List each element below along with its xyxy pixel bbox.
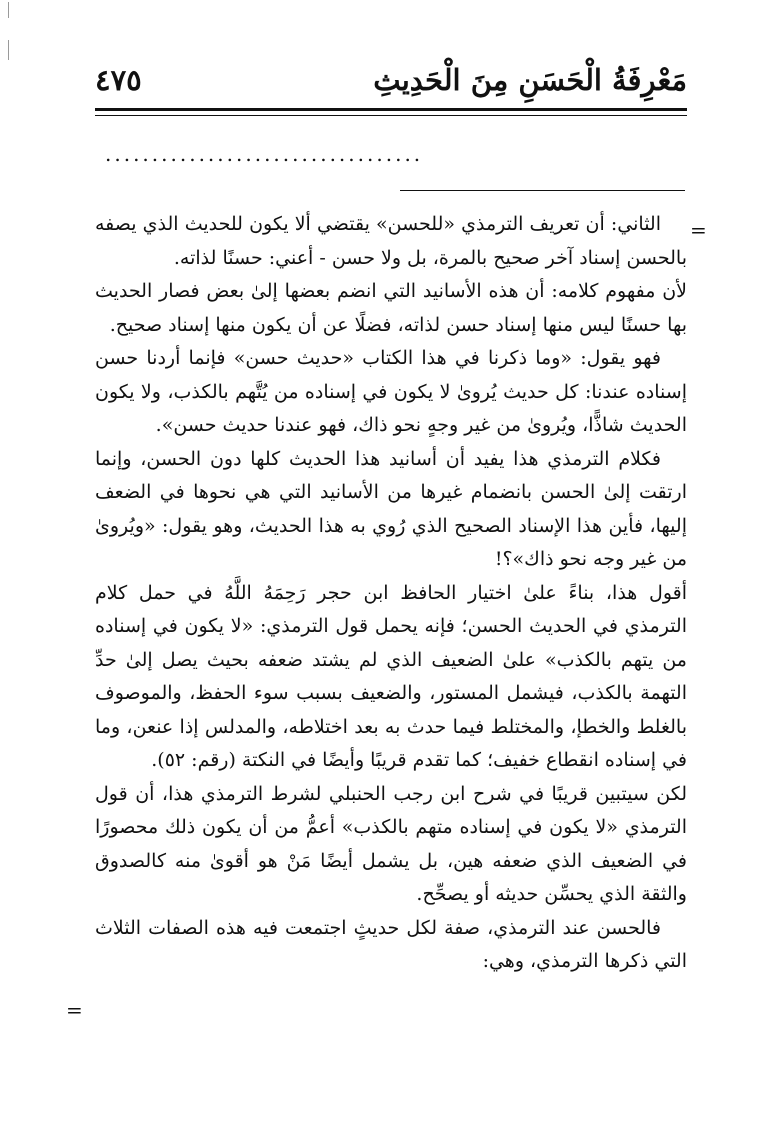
scan-edge-mark bbox=[8, 40, 9, 60]
footnote-text bbox=[95, 208, 687, 979]
header-rule-thin bbox=[95, 115, 687, 116]
scan-edge-mark bbox=[8, 2, 9, 18]
header-rule-thick bbox=[95, 108, 687, 111]
continuation-mark-bottom: = bbox=[66, 998, 83, 1022]
paragraph: أقول هذا، بناءً علىٰ اختيار الحافظ ابن حجر رَحِمَهُ اللَّهُ في حمل كلام الترمذي في الحديث الحسن؛ فإنه يحمل قول الترمذي: «لا يكون في إسناده من يتهم بالكذب» علىٰ الضعيف الذي لم يشتد ضعفه بحيث يصل إلىٰ حدِّ التهمة بالكذب، فيشمل المستور، والضعيف بسبب سوء الحفظ، والموصوف بالغلط والخطإ، والمختلط فيما حدث به بعد اختلاطه، والمدلس إذا عنعن، وما في إسناده انقطاع خفيف؛ كما تقدم قريبًا وأيضًا في النكتة (رقم: ٥٢). bbox=[95, 581, 687, 771]
paragraph: لكن سيتبين قريبًا في شرح ابن رجب الحنبلي لشرط الترمذي هذا، أن قول الترمذي «لا يكون في إسناده متهم بالكذب» أعمُّ من أن يكون ذلك محصورًا في الضعيف الذي ضعفه هين، بل يشمل أيضًا مَنْ هو أقوىٰ منه كالصدوق والثقة الذي يحسِّن حديثه أو يصحِّح. bbox=[95, 782, 687, 905]
paragraph: فالحسن عند الترمذي، صفة لكل حديثٍ اجتمعت فيه هذه الصفات الثلاث التي ذكرها الترمذي، وهي: bbox=[95, 916, 687, 972]
paragraph: فكلام الترمذي هذا يفيد أن أسانيد هذا الحديث كلها دون الحسن، وإنما ارتقت إلىٰ الحسن بانضمام غيرها من الأسانيد التي هي نحوها في الضعف إليها، فأين هذا الإسناد الصحيح الذي رُوي به هذا الحديث، وهو يقول: «ويُروىٰ من غير وجه نحو ذاك»؟! bbox=[95, 447, 687, 570]
running-title: مَعْرِفَةُ الْحَسَنِ مِنَ الْحَدِيثِ bbox=[373, 63, 687, 97]
continuation-mark-top: = bbox=[690, 218, 707, 242]
dotted-separator: .................................. bbox=[105, 142, 424, 166]
paragraph: الثاني: أن تعريف الترمذي «للحسن» يقتضي ألا يكون للحديث الذي يصفه بالحسن إسناد آخر صحيح بالمرة، بل ولا حسن - أعني: حسنًا لذاته. bbox=[95, 213, 687, 269]
footnote-rule bbox=[400, 190, 685, 191]
page-header bbox=[95, 60, 687, 100]
paragraph: فهو يقول: «وما ذكرنا في هذا الكتاب «حديث حسن» فإنما أردنا حسن إسناده عندنا: كل حديث يُروىٰ لا يكون في إسناده من يُتَّهم بالكذب، ولا يكون الحديث شاذًّا، ويُروىٰ من غير وجهٍ نحو ذاك، فهو عندنا حديث حسن». bbox=[95, 347, 687, 436]
paragraph: لأن مفهوم كلامه: أن هذه الأسانيد التي انضم بعضها إلىٰ بعض فصار الحديث بها حسنًا ليس منها إسناد حسن لذاته، فضلًا عن أن يكون منها إسناد صحيح. bbox=[95, 280, 687, 336]
page-number: ٤٧٥ bbox=[95, 63, 142, 97]
